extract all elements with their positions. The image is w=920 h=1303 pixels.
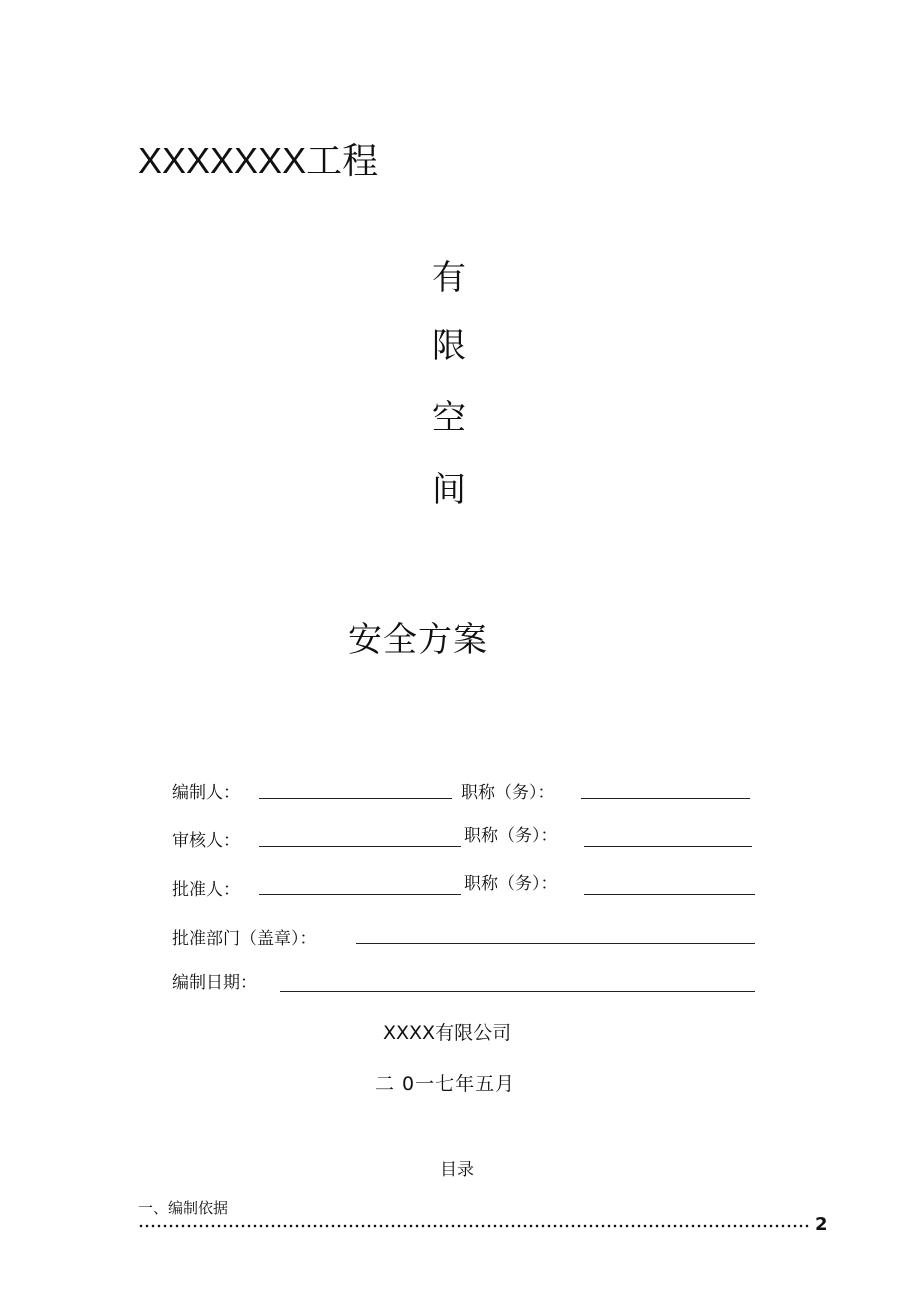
issue-date: 二 0一七年五月 xyxy=(375,1073,516,1095)
compile-date-label: 编制日期： xyxy=(172,973,257,993)
compiler-field-line[interactable] xyxy=(259,798,452,799)
compiler-title-field-line[interactable] xyxy=(581,798,750,799)
reviewer-label: 审核人： xyxy=(172,831,240,851)
company-name: XXXX有限公司 xyxy=(383,1022,512,1044)
vertical-title-char-2: 限 xyxy=(432,326,466,366)
toc-heading: 目录 xyxy=(440,1160,474,1180)
vertical-title-char-3: 空 xyxy=(432,398,466,438)
approver-title-field-line[interactable] xyxy=(584,894,755,895)
toc-dot-leader xyxy=(138,1224,810,1228)
approving-dept-label: 批准部门（盖章）： xyxy=(172,929,317,949)
document-type: 安全方案 xyxy=(348,620,488,660)
vertical-title-char-1: 有 xyxy=(432,258,466,298)
approver-label: 批准人： xyxy=(172,880,240,900)
compiler-title-label: 职称（务）： xyxy=(461,783,555,803)
reviewer-title-field-line[interactable] xyxy=(584,846,752,847)
reviewer-title-label: 职称（务）： xyxy=(464,826,558,846)
compile-date-field-line[interactable] xyxy=(280,991,755,992)
toc-item-label[interactable]: 一、编制依据 xyxy=(138,1199,229,1217)
compiler-label: 编制人： xyxy=(172,783,240,803)
vertical-title-char-4: 间 xyxy=(432,470,466,510)
toc-item-page-number[interactable]: 2 xyxy=(815,1214,828,1235)
approver-title-label: 职称（务）： xyxy=(464,874,558,894)
reviewer-field-line[interactable] xyxy=(259,846,461,847)
project-title: XXXXXXX工程 xyxy=(138,140,379,181)
approver-field-line[interactable] xyxy=(259,894,461,895)
approving-dept-field-line[interactable] xyxy=(356,943,755,944)
